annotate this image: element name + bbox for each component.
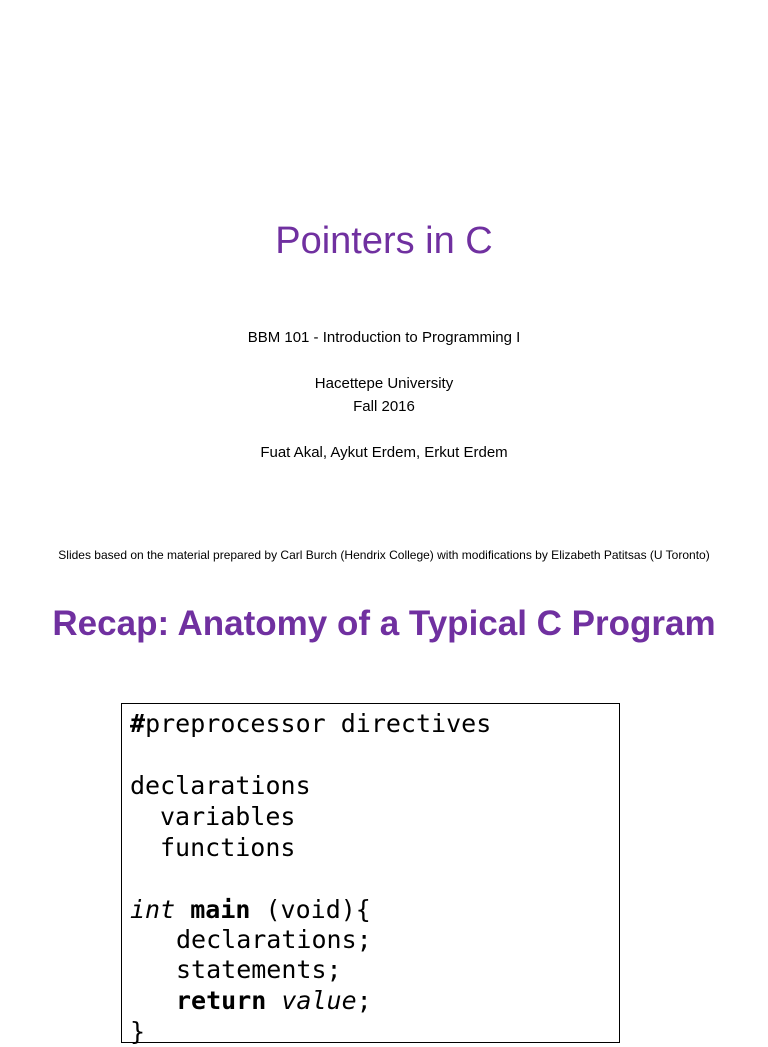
return-semicolon: ;	[356, 986, 372, 1015]
term: Fall 2016	[353, 398, 415, 415]
code-line-variables: variables	[160, 802, 296, 831]
credits-note: Slides based on the material prepared by Carl Burch (Hendrix College) with modifications by Elizabeth Patitsas (U Toronto)	[58, 548, 710, 562]
preprocessor-text: preprocessor directives	[145, 709, 492, 738]
slide-title: Pointers in C	[275, 220, 493, 262]
course-name: BBM 101 - Introduction to Programming I	[247, 329, 521, 346]
code-line-return	[176, 985, 372, 1016]
code-line-main	[130, 894, 371, 925]
code-line-declarations: declarations	[130, 771, 311, 800]
authors: Fuat Akal, Aykut Erdem, Erkut Erdem	[260, 444, 508, 461]
university-name: Hacettepe University	[314, 375, 454, 392]
code-line-closing-brace: }	[130, 1017, 146, 1046]
return-value: value	[281, 986, 357, 1015]
code-line-preprocessor	[130, 708, 491, 739]
code-line-statements: statements;	[176, 955, 342, 984]
hash-symbol: #	[130, 709, 146, 738]
main-keyword: main	[190, 895, 251, 924]
return-keyword: return	[176, 986, 267, 1015]
slide-title: Recap: Anatomy of a Typical C Program	[52, 604, 716, 643]
code-block	[121, 703, 620, 1046]
code-line-inner-declarations: declarations;	[176, 925, 372, 954]
main-signature: (void){	[250, 895, 371, 924]
code-line-functions: functions	[160, 833, 296, 862]
int-keyword: int	[130, 895, 176, 924]
